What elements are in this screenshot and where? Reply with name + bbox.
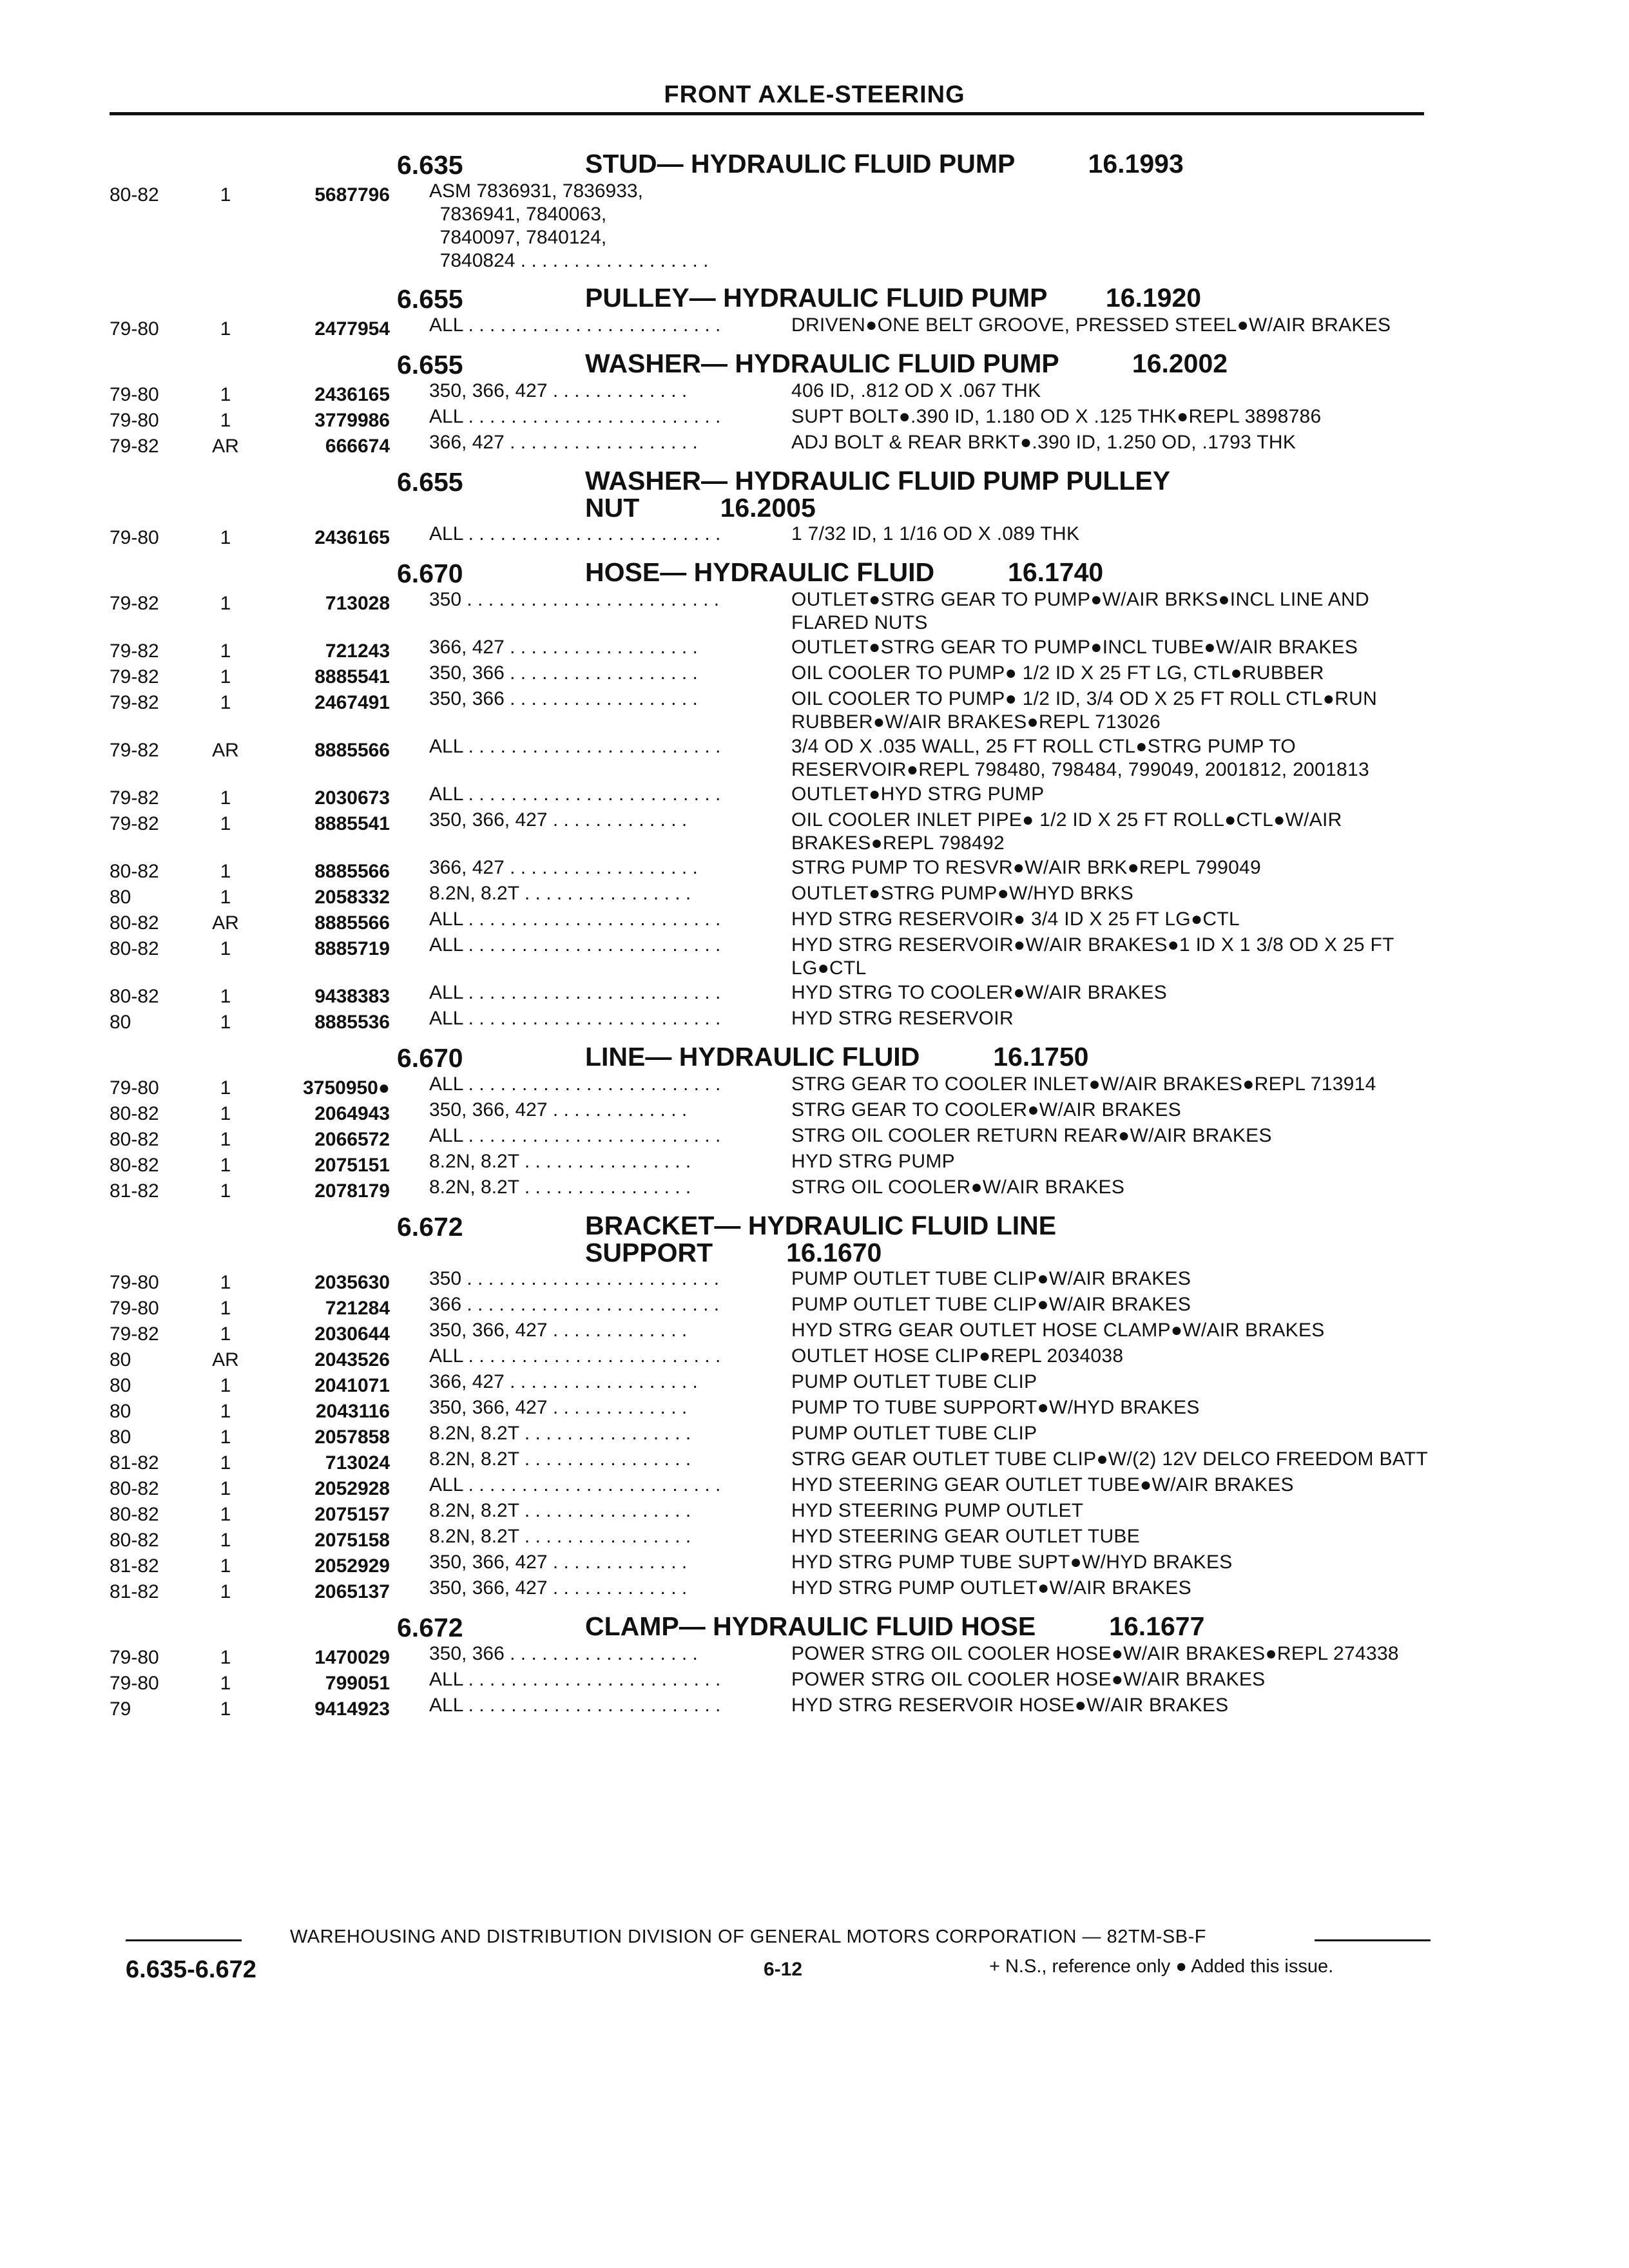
section-number: 6.655 [397, 467, 463, 497]
part-number: 2477954 [314, 318, 390, 340]
quantity: 1 [220, 410, 231, 431]
part-number: 2436165 [314, 384, 390, 405]
section-number: 6.655 [397, 284, 463, 314]
model-year: 79-80 [110, 1298, 159, 1319]
application: ALL . . . . . . . . . . . . . . . . . . . . . . . . [429, 1345, 721, 1367]
application: ALL . . . . . . . . . . . . . . . . . . . . . . . . [429, 314, 721, 336]
quantity: 1 [220, 787, 231, 809]
model-year: 81-82 [110, 1180, 159, 1202]
part-row [110, 180, 1424, 273]
description: HYD STRG RESERVOIR●W/AIR BRAKES●1 ID X 1 3/8 OD X 25 FT LG●CTL [791, 934, 1394, 979]
part-row [110, 1499, 1424, 1524]
application: 366, 427 . . . . . . . . . . . . . . . . . . [429, 857, 698, 878]
application: 366, 427 . . . . . . . . . . . . . . . . . . [429, 637, 698, 658]
section-heading [110, 145, 1424, 178]
model-year: 79-82 [110, 640, 159, 662]
part-number: 713024 [325, 1452, 390, 1474]
part-number: 2052928 [314, 1478, 390, 1499]
model-year: 79-82 [110, 1323, 159, 1345]
part-number: 2043526 [314, 1349, 390, 1370]
part-number: 2064943 [314, 1103, 390, 1124]
description: OUTLET●STRG PUMP●W/HYD BRKS [791, 883, 1134, 904]
part-row [110, 1525, 1424, 1550]
model-year: 79-80 [110, 410, 159, 431]
part-number: 2035630 [314, 1272, 390, 1293]
footer-range: 6.635-6.672 [126, 1956, 256, 1983]
model-year: 80 [110, 1375, 131, 1396]
application: 350, 366, 427 . . . . . . . . . . . . . [429, 809, 688, 831]
part-row [110, 1422, 1424, 1446]
application: ALL . . . . . . . . . . . . . . . . . . . . . . . . [429, 1125, 721, 1146]
description: OIL COOLER TO PUMP● 1/2 ID, 3/4 OD X 25 FT ROLL CTL●RUN RUBBER●W/AIR BRAKES●REPL 713026 [791, 688, 1378, 733]
part-row [110, 405, 1424, 430]
model-year: 80-82 [110, 1478, 159, 1499]
section-title: WASHER— HYDRAULIC FLUID PUMP PULLEY NUT 16.2005 [585, 466, 1171, 523]
description [791, 180, 1429, 186]
application: 8.2N, 8.2T . . . . . . . . . . . . . . . . [429, 1177, 691, 1198]
quantity: 1 [220, 1452, 231, 1474]
description: 406 ID, .812 OD X .067 THK [791, 380, 1041, 401]
quantity: AR [212, 436, 239, 457]
application: ALL . . . . . . . . . . . . . . . . . . . . . . . . [429, 523, 721, 544]
part-row [110, 783, 1424, 807]
model-year: 79-82 [110, 666, 159, 687]
description: HYD STRG PUMP TUBE SUPT●W/HYD BRAKES [791, 1552, 1233, 1573]
model-year: 80-82 [110, 1103, 159, 1124]
description: STRG OIL COOLER RETURN REAR●W/AIR BRAKES [791, 1125, 1272, 1146]
part-row [110, 1176, 1424, 1200]
section-heading [110, 1207, 1424, 1266]
description: STRG OIL COOLER●W/AIR BRAKES [791, 1177, 1125, 1198]
part-number: 2065137 [314, 1581, 390, 1602]
part-number: 2058332 [314, 887, 390, 908]
section-heading [110, 345, 1424, 378]
quantity: 1 [220, 1698, 231, 1720]
part-number: 8885541 [314, 813, 390, 834]
part-row [110, 882, 1424, 907]
application: ALL . . . . . . . . . . . . . . . . . . . . . . . . [429, 1008, 721, 1029]
part-number: 2078179 [314, 1180, 390, 1202]
model-year: 80-82 [110, 1129, 159, 1150]
description: PUMP OUTLET TUBE CLIP●W/AIR BRAKES [791, 1268, 1191, 1289]
description: SUPT BOLT●.390 ID, 1.180 OD X .125 THK●REPL 3898786 [791, 406, 1322, 427]
application: 350, 366, 427 . . . . . . . . . . . . . [429, 1320, 688, 1341]
application: ALL . . . . . . . . . . . . . . . . . . . . . . . . [429, 1669, 721, 1690]
description: HYD STRG RESERVOIR [791, 1008, 1014, 1029]
model-year: 80-82 [110, 1155, 159, 1176]
model-year: 80-82 [110, 861, 159, 882]
quantity: AR [212, 1349, 239, 1370]
description: HYD STEERING GEAR OUTLET TUBE●W/AIR BRAKES [791, 1474, 1294, 1495]
quantity: 1 [220, 887, 231, 908]
quantity: 1 [220, 1647, 231, 1668]
application: 350, 366, 427 . . . . . . . . . . . . . [429, 1099, 688, 1120]
model-year: 80-82 [110, 1504, 159, 1525]
part-number: 2075158 [314, 1530, 390, 1551]
description: HYD STRG TO COOLER●W/AIR BRAKES [791, 982, 1168, 1003]
description: STRG GEAR TO COOLER INLET●W/AIR BRAKES●REPL 713914 [791, 1073, 1376, 1095]
application: 350, 366, 427 . . . . . . . . . . . . . [429, 1577, 688, 1599]
model-year: 79 [110, 1698, 131, 1720]
quantity: 1 [220, 1180, 231, 1202]
application: ALL . . . . . . . . . . . . . . . . . . . . . . . . [429, 406, 721, 427]
part-number: 713028 [325, 593, 390, 614]
part-row [110, 1099, 1424, 1123]
footer-rule-left [126, 1939, 242, 1941]
footer-rule-right [1315, 1939, 1431, 1941]
quantity: 1 [220, 1401, 231, 1422]
model-year: 79-80 [110, 384, 159, 405]
part-number: 1470029 [314, 1647, 390, 1668]
part-row [110, 1370, 1424, 1395]
application: 8.2N, 8.2T . . . . . . . . . . . . . . . . [429, 1526, 691, 1547]
part-row [110, 1007, 1424, 1032]
application: 8.2N, 8.2T . . . . . . . . . . . . . . . . [429, 1448, 691, 1470]
application: 366, 427 . . . . . . . . . . . . . . . . . . [429, 1371, 698, 1392]
description: PUMP OUTLET TUBE CLIP [791, 1371, 1037, 1392]
section-heading [110, 553, 1424, 587]
part-row [110, 636, 1424, 660]
description: OUTLET HOSE CLIP●REPL 2034038 [791, 1345, 1124, 1367]
description: STRG GEAR TO COOLER●W/AIR BRAKES [791, 1099, 1182, 1120]
model-year: 79-82 [110, 593, 159, 614]
quantity: 1 [220, 861, 231, 882]
model-year: 80 [110, 1427, 131, 1448]
part-number: 2041071 [314, 1375, 390, 1396]
part-number: 8885566 [314, 861, 390, 882]
model-year: 80-82 [110, 184, 159, 206]
model-year: 79-82 [110, 787, 159, 809]
model-year: 79-80 [110, 527, 159, 548]
section-title: LINE— HYDRAULIC FLUID 16.1750 [585, 1042, 1089, 1072]
application: ALL . . . . . . . . . . . . . . . . . . . . . . . . [429, 934, 721, 956]
quantity: 1 [220, 384, 231, 405]
application: 350, 366 . . . . . . . . . . . . . . . . . . [429, 688, 698, 709]
part-row [110, 1551, 1424, 1575]
description: PUMP OUTLET TUBE CLIP [791, 1423, 1037, 1444]
footer-page-number: 6-12 [764, 1959, 803, 1980]
description: HYD STRG GEAR OUTLET HOSE CLAMP●W/AIR BRAKES [791, 1320, 1325, 1341]
application: 350, 366, 427 . . . . . . . . . . . . . [429, 380, 688, 401]
parts-list [110, 139, 1429, 1720]
quantity: 1 [220, 527, 231, 548]
application: 350 . . . . . . . . . . . . . . . . . . . . . . . . [429, 1268, 720, 1289]
description: OIL COOLER TO PUMP● 1/2 ID X 25 FT LG, CTL●RUBBER [791, 662, 1324, 684]
application: ASM 7836931, 7836933, 7836941, 7840063, 7840097, 7840124, 7840824 . . . . . . . . . . . . . . . . . . [429, 180, 709, 271]
section-title: STUD— HYDRAULIC FLUID PUMP 16.1993 [585, 149, 1184, 178]
model-year: 79-80 [110, 1077, 159, 1099]
model-year: 80 [110, 1012, 131, 1033]
part-row [110, 809, 1424, 855]
application: ALL . . . . . . . . . . . . . . . . . . . . . . . . [429, 1695, 721, 1716]
description: STRG GEAR OUTLET TUBE CLIP●W/(2) 12V DELCO FREEDOM BATT [791, 1448, 1429, 1470]
section-number: 6.635 [397, 150, 463, 180]
application: ALL . . . . . . . . . . . . . . . . . . . . . . . . [429, 908, 721, 930]
quantity: 1 [220, 1323, 231, 1345]
model-year: 80-82 [110, 938, 159, 959]
quantity: 1 [220, 1375, 231, 1396]
quantity: 1 [220, 640, 231, 662]
quantity: 1 [220, 1555, 231, 1577]
part-row [110, 1668, 1424, 1693]
part-row [110, 1267, 1424, 1292]
quantity: 1 [220, 1129, 231, 1150]
application: 350, 366 . . . . . . . . . . . . . . . . . . [429, 662, 698, 684]
section-title: HOSE— HYDRAULIC FLUID 16.1740 [585, 557, 1104, 587]
model-year: 79-82 [110, 692, 159, 713]
model-year: 80 [110, 1401, 131, 1422]
application: 366, 427 . . . . . . . . . . . . . . . . . . [429, 432, 698, 453]
part-number: 2043116 [315, 1401, 390, 1422]
model-year: 80 [110, 1349, 131, 1370]
part-row [110, 1474, 1424, 1498]
section-heading [110, 1608, 1424, 1641]
model-year: 79-80 [110, 1272, 159, 1293]
part-row [110, 1124, 1424, 1149]
quantity: 1 [220, 318, 231, 340]
part-number: 8885719 [314, 938, 390, 959]
part-row [110, 908, 1424, 932]
description: POWER STRG OIL COOLER HOSE●W/AIR BRAKES [791, 1669, 1266, 1690]
quantity: 1 [220, 1478, 231, 1499]
application: 350, 366, 427 . . . . . . . . . . . . . [429, 1552, 688, 1573]
section-heading [110, 462, 1424, 521]
application: 350 . . . . . . . . . . . . . . . . . . . . . . . . [429, 589, 720, 610]
application: 8.2N, 8.2T . . . . . . . . . . . . . . . . [429, 883, 691, 904]
model-year: 79-80 [110, 1647, 159, 1668]
application: 366 . . . . . . . . . . . . . . . . . . . . . . . . [429, 1294, 720, 1315]
model-year: 79-82 [110, 813, 159, 834]
part-row [110, 687, 1424, 734]
part-row [110, 1319, 1424, 1343]
description: HYD STEERING PUMP OUTLET [791, 1500, 1084, 1521]
application: 8.2N, 8.2T . . . . . . . . . . . . . . . . [429, 1423, 691, 1444]
part-number: 2075151 [314, 1155, 390, 1176]
application: 8.2N, 8.2T . . . . . . . . . . . . . . . . [429, 1500, 691, 1521]
model-year: 81-82 [110, 1452, 159, 1474]
quantity: 1 [220, 813, 231, 834]
quantity: 1 [220, 692, 231, 713]
section-title: CLAMP— HYDRAULIC FLUID HOSE 16.1677 [585, 1611, 1205, 1641]
part-number: 2075157 [314, 1504, 390, 1525]
quantity: 1 [220, 1155, 231, 1176]
part-number: 9438383 [314, 986, 390, 1007]
part-number: 2030644 [314, 1323, 390, 1345]
part-number: 5687796 [314, 184, 390, 206]
description: 1 7/32 ID, 1 1/16 OD X .089 THK [791, 523, 1080, 544]
part-row [110, 1448, 1429, 1474]
part-row [110, 1642, 1424, 1667]
part-number: 8885566 [314, 740, 390, 761]
part-row [110, 1577, 1424, 1601]
part-row [110, 380, 1424, 404]
footer-division: WAREHOUSING AND DISTRIBUTION DIVISION OF GENERAL MOTORS CORPORATION — 82TM-SB-F [290, 1927, 1206, 1947]
description: POWER STRG OIL COOLER HOSE●W/AIR BRAKES●REPL 274338 [791, 1643, 1399, 1664]
quantity: 1 [220, 938, 231, 959]
description: PUMP TO TUBE SUPPORT●W/HYD BRAKES [791, 1397, 1200, 1418]
application: 350, 366 . . . . . . . . . . . . . . . . . . [429, 1643, 698, 1664]
section-heading [110, 279, 1424, 312]
model-year: 80-82 [110, 912, 159, 934]
application: ALL . . . . . . . . . . . . . . . . . . . . . . . . [429, 736, 721, 757]
description: 3/4 OD X .035 WALL, 25 FT ROLL CTL●STRG PUMP TO RESERVOIR●REPL 798480, 798484, 799049, 2001812, 2001813 [791, 736, 1369, 780]
description: OIL COOLER INLET PIPE● 1/2 ID X 25 FT ROLL●CTL●W/AIR BRAKES●REPL 798492 [791, 809, 1342, 854]
part-row [110, 1396, 1424, 1421]
quantity: 1 [220, 184, 231, 206]
description: OUTLET●STRG GEAR TO PUMP●W/AIR BRKS●INCL LINE AND FLARED NUTS [791, 589, 1369, 633]
part-number: 3750950● [303, 1077, 390, 1099]
part-number: 2467491 [314, 692, 390, 713]
quantity: AR [212, 912, 239, 934]
footer-legend: + N.S., reference only ● Added this issue. [989, 1956, 1334, 1977]
part-number: 666674 [325, 436, 390, 457]
description: OUTLET●HYD STRG PUMP [791, 783, 1045, 805]
description: DRIVEN●ONE BELT GROOVE, PRESSED STEEL●W/AIR BRAKES [791, 314, 1391, 336]
quantity: 1 [220, 593, 231, 614]
description: ADJ BOLT & REAR BRKT●.390 ID, 1.250 OD, .1793 THK [791, 432, 1296, 453]
quantity: 1 [220, 1103, 231, 1124]
section-heading [110, 1038, 1424, 1072]
model-year: 79-80 [110, 318, 159, 340]
application: 350, 366, 427 . . . . . . . . . . . . . [429, 1397, 688, 1418]
part-number: 8885536 [314, 1012, 390, 1033]
model-year: 79-82 [110, 436, 159, 457]
section-number: 6.670 [397, 1043, 463, 1073]
application: ALL . . . . . . . . . . . . . . . . . . . . . . . . [429, 783, 721, 805]
part-row [110, 1293, 1424, 1318]
part-row [110, 856, 1424, 881]
part-number: 721243 [325, 640, 390, 662]
part-row [110, 981, 1424, 1006]
section-number: 6.672 [397, 1613, 463, 1642]
model-year: 80-82 [110, 1530, 159, 1551]
part-number: 721284 [325, 1298, 390, 1319]
quantity: 1 [220, 1673, 231, 1694]
part-number: 3779986 [314, 410, 390, 431]
application: ALL . . . . . . . . . . . . . . . . . . . . . . . . [429, 1474, 721, 1495]
part-number: 9414923 [314, 1698, 390, 1720]
quantity: 1 [220, 1298, 231, 1319]
model-year: 80-82 [110, 986, 159, 1007]
description: HYD STRG PUMP OUTLET●W/AIR BRAKES [791, 1577, 1191, 1599]
quantity: 1 [220, 666, 231, 687]
model-year: 81-82 [110, 1555, 159, 1577]
application: 8.2N, 8.2T . . . . . . . . . . . . . . . . [429, 1151, 691, 1172]
quantity: 1 [220, 986, 231, 1007]
quantity: 1 [220, 1530, 231, 1551]
part-number: 2057858 [314, 1427, 390, 1448]
quantity: 1 [220, 1272, 231, 1293]
quantity: 1 [220, 1504, 231, 1525]
page-title: FRONT AXLE-STEERING [664, 81, 965, 108]
part-number: 8885566 [314, 912, 390, 934]
quantity: 1 [220, 1427, 231, 1448]
part-row [110, 431, 1424, 456]
model-year: 81-82 [110, 1581, 159, 1602]
description: HYD STRG RESERVOIR HOSE●W/AIR BRAKES [791, 1695, 1229, 1716]
part-number: 2052929 [314, 1555, 390, 1577]
description: PUMP OUTLET TUBE CLIP●W/AIR BRAKES [791, 1294, 1191, 1315]
application: ALL . . . . . . . . . . . . . . . . . . . . . . . . [429, 1073, 721, 1095]
part-row [110, 1694, 1424, 1718]
quantity: 1 [220, 1077, 231, 1099]
part-row [110, 934, 1424, 980]
part-row [110, 1073, 1424, 1097]
section-title: BRACKET— HYDRAULIC FLUID LINE SUPPORT 16.1670 [585, 1211, 1057, 1267]
part-row [110, 1345, 1424, 1369]
description: OUTLET●STRG GEAR TO PUMP●INCL TUBE●W/AIR BRAKES [791, 637, 1358, 658]
part-number: 799051 [325, 1673, 390, 1694]
part-number: 8885541 [314, 666, 390, 687]
description: HYD STRG RESERVOIR● 3/4 ID X 25 FT LG●CTL [791, 908, 1240, 930]
part-number: 2066572 [314, 1129, 390, 1150]
part-number: 2030673 [314, 787, 390, 809]
part-row [110, 314, 1424, 338]
section-number: 6.672 [397, 1212, 463, 1242]
part-row [110, 588, 1424, 635]
part-number: 2436165 [314, 527, 390, 548]
description: HYD STRG PUMP [791, 1151, 955, 1172]
application: ALL . . . . . . . . . . . . . . . . . . . . . . . . [429, 982, 721, 1003]
quantity: 1 [220, 1012, 231, 1033]
section-number: 6.670 [397, 559, 463, 588]
part-row [110, 662, 1424, 686]
quantity: AR [212, 740, 239, 761]
description: HYD STEERING GEAR OUTLET TUBE [791, 1526, 1141, 1547]
model-year: 80 [110, 887, 131, 908]
model-year: 79-80 [110, 1673, 159, 1694]
header-rule [110, 112, 1424, 115]
part-row [110, 735, 1424, 782]
part-row [110, 1150, 1424, 1175]
part-row [110, 523, 1424, 547]
section-number: 6.655 [397, 350, 463, 380]
section-title: WASHER— HYDRAULIC FLUID PUMP 16.2002 [585, 349, 1228, 378]
model-year: 79-82 [110, 740, 159, 761]
description: STRG PUMP TO RESVR●W/AIR BRK●REPL 799049 [791, 857, 1262, 878]
quantity: 1 [220, 1581, 231, 1602]
section-title: PULLEY— HYDRAULIC FLUID PUMP 16.1920 [585, 283, 1202, 312]
